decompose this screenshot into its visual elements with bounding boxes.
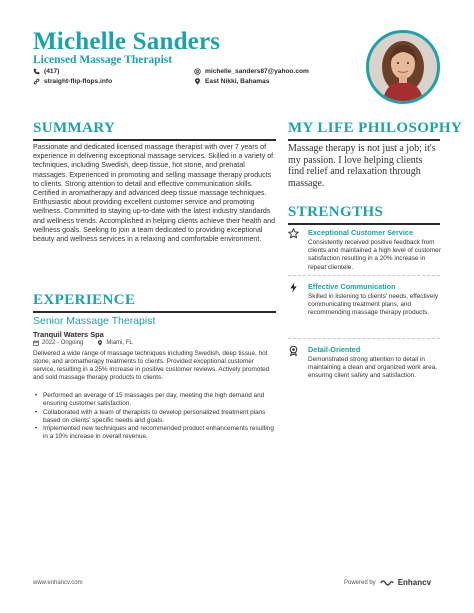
strength-item	[288, 228, 440, 280]
contact-email[interactable]	[194, 68, 309, 75]
strengths-heading: STRENGTHS	[288, 204, 384, 220]
experience-heading: EXPERIENCE	[33, 292, 136, 308]
list-item: • Collaborated with a team of therapists to develop personalized treatment plans based on clients' specific needs and goals.	[33, 409, 276, 425]
experience-divider	[33, 311, 276, 313]
experience-description: Delivered a wide range of massage techniques including Swedish, deep tissue, hot stone, and aromatherapy treatments to clients. Provided exceptional customer service, resulting in a 25% increase in positive customer reviews. Actively promoted and sold massage therapy products to clients.	[33, 350, 270, 382]
strength-item	[288, 345, 440, 393]
portrait-illustration	[369, 33, 437, 101]
experience-meta	[33, 340, 133, 346]
footer-website[interactable]: www.enhancv.com	[33, 580, 83, 586]
candidate-title: Licensed Massage Therapist	[33, 54, 173, 66]
experience-role: Senior Massage Therapist	[33, 315, 156, 327]
website-text: straight-flip-flops.info	[44, 78, 113, 85]
list-item: • Performed an average of 15 massages per day, meeting the high demand and ensuring customer satisfaction.	[33, 392, 276, 408]
contact-location	[194, 78, 270, 85]
profile-photo	[366, 30, 440, 104]
experience-bullets	[33, 392, 276, 442]
star-icon	[288, 228, 299, 239]
experience-dates: 2022 - Ongoing	[42, 340, 84, 346]
summary-divider	[33, 139, 276, 141]
strength-title: Detail-Oriented	[308, 345, 361, 354]
phone-text: (417)	[44, 68, 60, 75]
email-text: michelle_sanders87@yahoo.com	[205, 68, 309, 75]
contact-website[interactable]	[33, 78, 112, 85]
location-pin-icon	[194, 78, 201, 85]
strength-separator	[288, 338, 440, 339]
list-item: • Implemented new techniques and recommended product enhancements resulting in a 10% increase in overall revenue.	[33, 425, 276, 441]
experience-location: Miami, FL	[106, 340, 133, 346]
strength-description: Skilled in listening to clients' needs, effectively communicating treatment plans, and recommending massage therapy products.	[308, 293, 439, 317]
strength-item	[288, 282, 440, 340]
philosophy-divider	[288, 139, 440, 141]
strength-title: Effective Communication	[308, 282, 396, 291]
phone-icon	[33, 68, 40, 75]
location-text: East Nikki, Bahamas	[205, 78, 270, 85]
candidate-name: Michelle Sanders	[33, 28, 221, 55]
strength-description: Consistently received positive feedback from clients and maintained a high level of customer satisfaction resulting in a 20% increase in repeat clientele.	[308, 239, 441, 271]
experience-company: Tranquil Waters Spa	[33, 330, 104, 339]
enhancv-logo-icon	[380, 579, 394, 587]
location-pin-icon	[97, 340, 103, 346]
strength-description: Demonstrated strong attention to detail in maintaining a clean and organized work area, ensuring client safety and satisfaction.	[308, 356, 437, 380]
calendar-icon	[33, 340, 39, 346]
strengths-divider	[288, 223, 440, 225]
summary-heading: SUMMARY	[33, 120, 116, 136]
philosophy-text: Massage therapy is not just a job; it's my passion. I love helping clients find relief and relaxation through massage.	[288, 143, 436, 189]
footer-branding	[344, 578, 431, 587]
at-icon	[194, 68, 201, 75]
link-icon	[33, 78, 40, 85]
contact-phone	[33, 68, 59, 75]
lightning-icon	[288, 282, 299, 293]
summary-text: Passionate and dedicated licensed massage therapist with over 7 years of experience in delivering exceptional massage services. Skilled in a variety of techniques, including Swedish, deep tissue, hot stone, and prenatal massages. Experienced in promoting and selling massage therapy products to clients. Strong attention to detail and effective communication skills. Certified in aromatherapy and advanced deep tissue massage techniques. Enthusiastic about providing excellent customer service and promoting wellness. Committed to staying up-to-date with the latest industry standards and wellness trends. Accomplished in helping clients achieve their health and wellness goals. Seeking to join a team dedicated to providing exceptional beauty and wellness services in a relaxing and comfortable environment.	[33, 143, 276, 244]
strength-separator	[288, 275, 440, 276]
medal-icon	[288, 345, 299, 356]
powered-by-text: Powered by	[344, 579, 376, 586]
brand-name: Enhancv	[397, 578, 432, 587]
philosophy-heading: MY LIFE PHILOSOPHY	[288, 120, 463, 136]
strength-title: Exceptional Customer Service	[308, 228, 414, 237]
